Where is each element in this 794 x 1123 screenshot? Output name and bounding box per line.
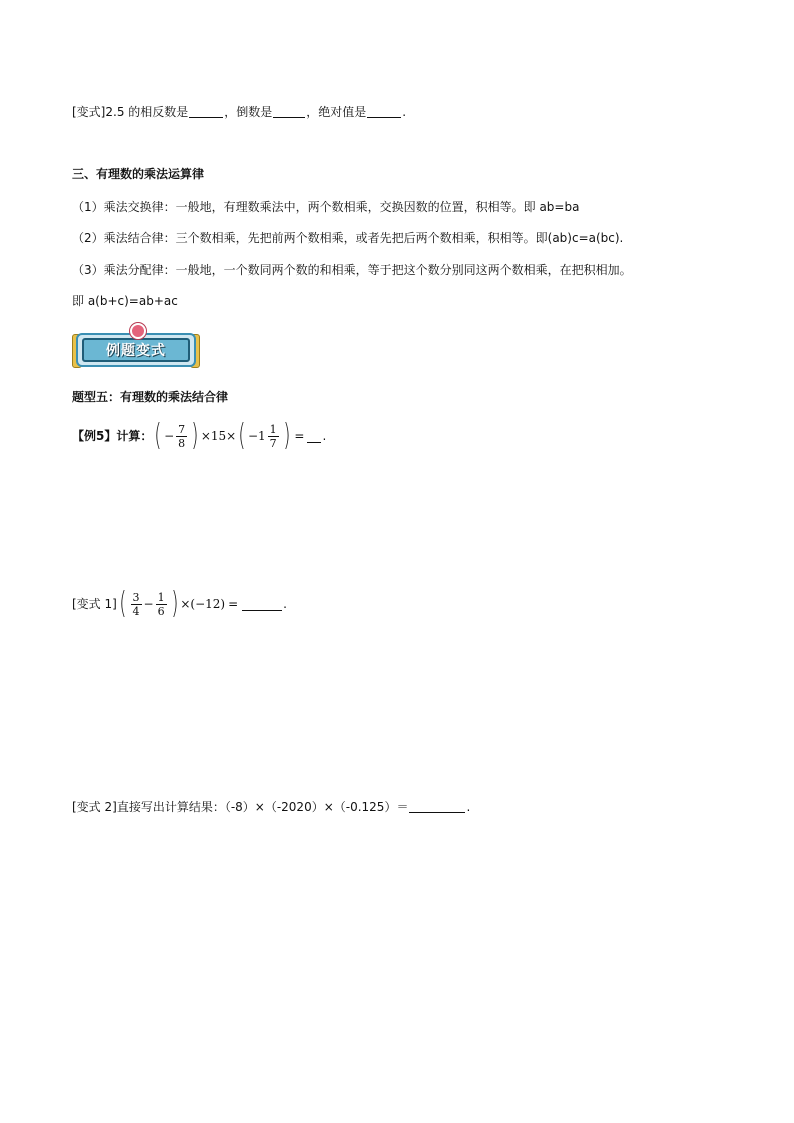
law-distributive-line1: （3）乘法分配律：一般地，一个数同两个数的和相乘，等于把这个数分别同这两个数相乘，在把积相加。 (72, 263, 632, 277)
banner-pin-icon (130, 323, 146, 339)
times-sign: × (180, 597, 191, 611)
example-5 (72, 418, 326, 454)
fraction-denominator: 8 (178, 436, 186, 450)
variant-2-text: [变式 2]直接写出计算结果：（-8）×（-2020）×（-0.125）＝ (72, 800, 409, 814)
variant-2-5-mid2: ，绝对值是 (306, 105, 367, 119)
fraction-numerator: 1 (157, 590, 165, 604)
variant-2 (72, 799, 470, 815)
right-paren: ) (283, 418, 291, 453)
answer-blank-opposite[interactable] (189, 105, 223, 118)
section-3-title: 三、有理数的乘法运算律 (72, 167, 205, 181)
fraction-denominator: 6 (157, 604, 165, 618)
variant-2-5-question (72, 104, 406, 120)
paren-neg-12: (−12) (190, 597, 226, 611)
fraction-1-7 (268, 423, 279, 450)
type-5-title: 题型五：有理数的乘法结合律 (72, 390, 229, 404)
neg-12: −12 (195, 597, 221, 611)
fraction-numerator: 1 (269, 422, 277, 436)
variant-1 (72, 586, 287, 622)
minus-sign: − (164, 429, 175, 443)
equals-sign: = (294, 429, 305, 443)
law-associative: （2）乘法结合律：三个数相乘，先把前两个数相乘，或者先把后两个数相乘，积相等。即(ab)c=a(bc). (72, 231, 624, 245)
variant-1-expression (117, 586, 241, 621)
example-5-expression (152, 418, 306, 453)
fraction-denominator: 7 (269, 436, 277, 450)
variant-2-end: . (466, 800, 471, 814)
variant-2-5-end: . (402, 105, 407, 119)
answer-blank-reciprocal[interactable] (273, 105, 305, 118)
times-15: ×15× (200, 429, 237, 443)
variant-1-end: . (283, 597, 287, 611)
variant-2-5-mid1: ，倒数是 (224, 105, 273, 119)
right-paren: ) (191, 418, 199, 453)
left-paren: ( (119, 586, 127, 621)
answer-blank-absolute[interactable] (367, 105, 401, 118)
mixed-number-whole: −1 (247, 429, 266, 443)
fraction-7-8 (176, 423, 187, 450)
example-5-answer-blank[interactable] (307, 430, 321, 443)
fraction-denominator: 4 (132, 604, 140, 618)
law-distributive-line2: 即 a(b+c)=ab+ac (72, 294, 178, 308)
left-paren: ( (154, 418, 162, 453)
example-5-end: . (322, 429, 327, 443)
law-commutative: （1）乘法交换律：一般地，有理数乘法中，两个数相乘，交换因数的位置，积相等。即 ab=ba (72, 200, 580, 214)
left-paren: ( (238, 418, 246, 453)
right-paren: ) (170, 586, 178, 621)
variant-1-prefix: [变式 1] (72, 597, 117, 611)
variant-1-answer-blank[interactable] (242, 598, 282, 611)
fraction-3-4 (131, 591, 142, 618)
variant-2-answer-blank[interactable] (409, 800, 465, 813)
banner-label: 例题变式 (82, 338, 190, 362)
equals-sign: = (228, 597, 239, 611)
minus-sign: − (143, 597, 154, 611)
fraction-numerator: 3 (132, 590, 140, 604)
fraction-numerator: 7 (178, 422, 186, 436)
variant-2-5-prefix: [变式]2.5 的相反数是 (72, 105, 189, 119)
example-5-prefix: 【例5】计算： (72, 429, 153, 443)
example-variant-banner (72, 323, 200, 373)
fraction-1-6 (156, 591, 167, 618)
